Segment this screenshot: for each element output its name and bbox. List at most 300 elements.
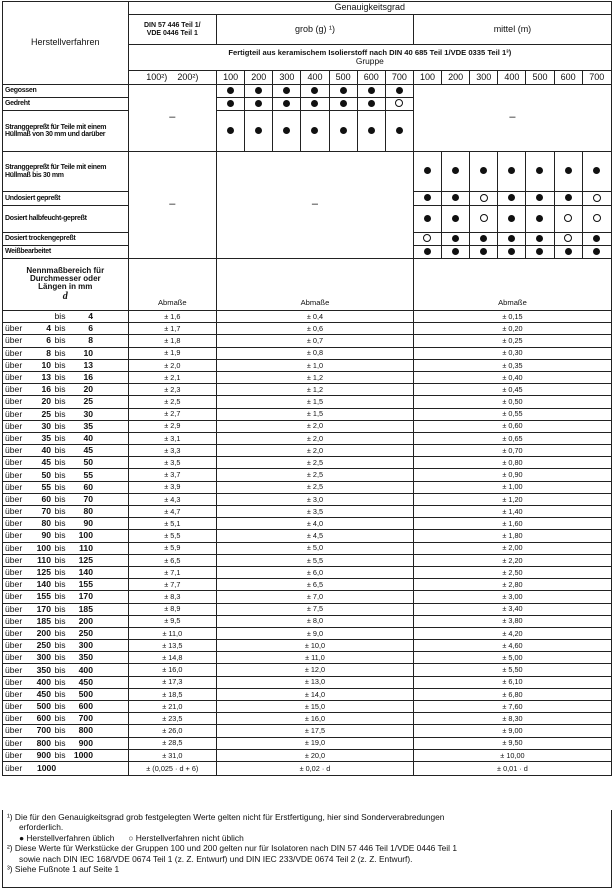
range-label: über 800 bis 900	[3, 737, 129, 749]
mittel-value: ± 5,00	[413, 652, 611, 664]
grob-cell	[245, 85, 273, 98]
table-row	[3, 469, 612, 481]
filled-circle-icon	[508, 235, 515, 242]
din-dash: –	[128, 85, 216, 152]
range-label: über 55 bis 60	[3, 481, 129, 493]
grob-value: ± 8,0	[217, 615, 414, 627]
group-header-grob-700: 700	[385, 71, 413, 85]
din-value: ± 23,5	[128, 713, 216, 725]
range-label: über 500 bis 600	[3, 701, 129, 713]
mittel-value: ± 4,60	[413, 640, 611, 652]
process-label: Gegossen	[3, 85, 129, 98]
group-header-grob-100: 100	[217, 71, 245, 85]
dimension-header-row	[3, 259, 612, 311]
mittel-cell	[442, 152, 470, 192]
filled-circle-icon	[255, 100, 262, 107]
range-label: über 200 bis 250	[3, 627, 129, 639]
range-label: über 4 bis 6	[3, 323, 129, 335]
filled-circle-icon	[508, 167, 515, 174]
grob-cell	[217, 111, 245, 152]
footnote-2-cont: sowie nach DIN IEC 168/VDE 0674 Teil 1 (z. Z. Entwurf) und DIN IEC 233/VDE 0674 Teil 2 (z. Z. Entwurf).	[19, 853, 413, 864]
grob-cell	[273, 85, 301, 98]
din-value: ± 6,5	[128, 554, 216, 566]
din-value: ± 11,0	[128, 627, 216, 639]
grob-cell	[301, 111, 329, 152]
mittel-value: ± 6,80	[413, 688, 611, 700]
table-row	[3, 627, 612, 639]
mittel-value: ± 2,50	[413, 566, 611, 578]
table-row-last	[3, 761, 612, 775]
grob-cell	[329, 85, 357, 98]
din-value: ± 26,0	[128, 725, 216, 737]
grob-cell	[301, 85, 329, 98]
mittel-value: ± 2,20	[413, 554, 611, 566]
table-row	[3, 566, 612, 578]
open-circle-icon	[423, 234, 431, 242]
din-value: ± 1,6	[128, 311, 216, 323]
process-label: Gedreht	[3, 98, 129, 111]
grob-cell	[385, 85, 413, 98]
din-value: ± 2,0	[128, 359, 216, 371]
table-row	[3, 384, 612, 396]
grob-cell	[301, 98, 329, 111]
grob-header: grob (g) ¹)	[217, 15, 414, 45]
table-row	[3, 323, 612, 335]
filled-circle-icon	[536, 215, 543, 222]
open-circle-icon	[480, 194, 488, 202]
footnote-3: ³) Siehe Fußnote 1 auf Seite 1	[7, 864, 120, 875]
mittel-cell	[498, 246, 526, 259]
mittel-value: ± 9,00	[413, 725, 611, 737]
grob-cell	[357, 85, 385, 98]
open-circle-icon	[564, 214, 572, 222]
grob-value: ± 1,0	[217, 359, 414, 371]
range-label: über 140 bis 155	[3, 579, 129, 591]
mittel-value: ± 0,50	[413, 396, 611, 408]
filled-circle-icon	[565, 194, 572, 201]
mittel-value: ± 0,45	[413, 384, 611, 396]
filled-circle-icon	[283, 87, 290, 94]
dimension-header: Nennmaßbereich für Durchmesser oder Längen in mm d	[3, 259, 129, 311]
open-circle-icon	[395, 99, 403, 107]
range-label: über 50 bis 55	[3, 469, 129, 481]
mittel-value: ± 1,20	[413, 493, 611, 505]
mittel-value: ± 2,80	[413, 579, 611, 591]
grob-value: ± 10,0	[217, 640, 414, 652]
mittel-value: ± 1,40	[413, 506, 611, 518]
mittel-cell	[498, 192, 526, 206]
group-header-grob-400: 400	[301, 71, 329, 85]
din-value: ± 2,1	[128, 371, 216, 383]
filled-circle-icon	[227, 127, 234, 134]
grob-value: ± 2,0	[217, 420, 414, 432]
grob-value: ± 1,5	[217, 408, 414, 420]
process-label: Stranggepreßt für Teile mit einem Hüllmaß bis 30 mm	[3, 152, 129, 192]
mittel-value: ± 0,01 · d	[413, 761, 611, 775]
grob-value: ± 5,5	[217, 554, 414, 566]
table-row	[3, 737, 612, 749]
mittel-cell	[554, 152, 582, 192]
range-label: über 70 bis 80	[3, 506, 129, 518]
filled-circle-icon	[255, 87, 262, 94]
mittel-cell	[554, 192, 582, 206]
filled-circle-icon	[368, 127, 375, 134]
range-label: über 60 bis 70	[3, 493, 129, 505]
grob-value: ± 0,02 · d	[217, 761, 414, 775]
mittel-cell	[470, 246, 498, 259]
table-row	[3, 347, 612, 359]
mittel-cell	[582, 246, 611, 259]
process-label: Stranggepreßt für Teile mit einem Hüllmaß von 30 mm und darüber	[3, 111, 129, 152]
filled-circle-icon	[593, 235, 600, 242]
process-label: Dosiert halbfeucht-gepreßt	[3, 206, 129, 233]
filled-circle-icon	[452, 248, 459, 255]
grob-cell	[385, 98, 413, 111]
table-row	[3, 591, 612, 603]
grob-value: ± 6,0	[217, 566, 414, 578]
range-label: über 16 bis 20	[3, 384, 129, 396]
mittel-value: ± 0,60	[413, 420, 611, 432]
filled-circle-icon	[508, 215, 515, 222]
group-header-mittel-700: 700	[582, 71, 611, 85]
filled-circle-icon	[452, 235, 459, 242]
group-header-mittel-300: 300	[470, 71, 498, 85]
grob-cell	[245, 111, 273, 152]
group-header-grob-200: 200	[245, 71, 273, 85]
grob-value: ± 16,0	[217, 713, 414, 725]
range-label: über 110 bis 125	[3, 554, 129, 566]
filled-circle-icon	[255, 127, 262, 134]
table-row	[3, 493, 612, 505]
grob-value: ± 0,4	[217, 311, 414, 323]
grob-value: ± 3,0	[217, 493, 414, 505]
table-row	[3, 554, 612, 566]
filled-circle-icon	[565, 167, 572, 174]
grob-cell	[357, 111, 385, 152]
mittel-cell	[582, 152, 611, 192]
mittel-value: ± 1,60	[413, 518, 611, 530]
mittel-cell	[442, 192, 470, 206]
table-row	[3, 640, 612, 652]
mittel-cell	[442, 246, 470, 259]
table-row	[3, 311, 612, 323]
mittel-cell	[582, 206, 611, 233]
filled-circle-icon	[340, 87, 347, 94]
grob-value: ± 2,5	[217, 457, 414, 469]
abmasse-grob: Abmaße	[217, 259, 414, 311]
din-value: ± 17,3	[128, 676, 216, 688]
open-circle-icon	[593, 214, 601, 222]
range-label: über 170 bis 185	[3, 603, 129, 615]
mittel-value: ± 2,00	[413, 542, 611, 554]
table-row	[3, 530, 612, 542]
grob-cell	[357, 98, 385, 111]
mittel-cell	[498, 152, 526, 192]
group-header-mittel-600: 600	[554, 71, 582, 85]
grob-value: ± 13,0	[217, 676, 414, 688]
mittel-cell	[470, 152, 498, 192]
range-label: über 900 bis 1000	[3, 749, 129, 761]
mittel-cell	[442, 233, 470, 246]
grob-value: ± 6,5	[217, 579, 414, 591]
grob-value: ± 14,0	[217, 688, 414, 700]
mittel-value: ± 9,50	[413, 737, 611, 749]
range-label: über 100 bis 110	[3, 542, 129, 554]
grob-value: ± 2,5	[217, 469, 414, 481]
mittel-cell	[526, 206, 554, 233]
mittel-cell	[526, 233, 554, 246]
mittel-value: ± 0,40	[413, 371, 611, 383]
filled-circle-icon	[565, 248, 572, 255]
grob-value: ± 4,5	[217, 530, 414, 542]
din-value: ± 9,5	[128, 615, 216, 627]
grob-value: ± 7,0	[217, 591, 414, 603]
process-label: Weißbearbeitet	[3, 246, 129, 259]
mittel-cell	[413, 233, 441, 246]
din-dash: –	[128, 152, 216, 259]
mittel-value: ± 7,60	[413, 701, 611, 713]
din-value: ± 8,9	[128, 603, 216, 615]
mittel-value: ± 0,15	[413, 311, 611, 323]
mittel-cell	[442, 206, 470, 233]
table-row	[3, 688, 612, 700]
din-groups: 100²) 200²)	[128, 71, 216, 85]
table-row	[3, 445, 612, 457]
mittel-value: ± 0,90	[413, 469, 611, 481]
table-row	[3, 701, 612, 713]
process-row	[3, 152, 612, 192]
grob-value: ± 0,7	[217, 335, 414, 347]
grob-value: ± 1,2	[217, 371, 414, 383]
din-value: ± 7,7	[128, 579, 216, 591]
din-value: ± 7,1	[128, 566, 216, 578]
grob-cell	[217, 85, 245, 98]
mittel-cell	[526, 152, 554, 192]
table-row	[3, 335, 612, 347]
filled-circle-icon	[452, 167, 459, 174]
grob-value: ± 12,0	[217, 664, 414, 676]
mittel-cell	[413, 206, 441, 233]
grob-value: ± 1,2	[217, 384, 414, 396]
range-label: über 40 bis 45	[3, 445, 129, 457]
grob-value: ± 2,0	[217, 445, 414, 457]
mittel-value: ± 0,70	[413, 445, 611, 457]
mittel-value: ± 0,65	[413, 432, 611, 444]
abmasse-din: Abmaße	[128, 259, 216, 311]
table-row	[3, 579, 612, 591]
mittel-cell	[526, 192, 554, 206]
range-label: über 80 bis 90	[3, 518, 129, 530]
filled-circle-icon	[424, 167, 431, 174]
table-row	[3, 725, 612, 737]
grob-cell	[385, 111, 413, 152]
range-label: über 450 bis 500	[3, 688, 129, 700]
range-label: über 30 bis 35	[3, 420, 129, 432]
grob-value: ± 5,0	[217, 542, 414, 554]
range-label: über 20 bis 25	[3, 396, 129, 408]
mittel-value: ± 8,30	[413, 713, 611, 725]
process-header: Herstellverfahren	[3, 2, 129, 85]
table-row	[3, 408, 612, 420]
filled-circle-icon	[508, 248, 515, 255]
mittel-cell	[498, 233, 526, 246]
mittel-value: ± 4,20	[413, 627, 611, 639]
grob-value: ± 17,5	[217, 725, 414, 737]
range-label: über 90 bis 100	[3, 530, 129, 542]
grob-value: ± 2,0	[217, 432, 414, 444]
filled-circle-icon	[340, 100, 347, 107]
din-value: ± 31,0	[128, 749, 216, 761]
footnote-1-cont: erforderlich.	[19, 822, 64, 833]
din-value: ± 4,3	[128, 493, 216, 505]
grob-value: ± 0,6	[217, 323, 414, 335]
filled-circle-icon	[396, 87, 403, 94]
footnote-1: ¹) Die für den Genauigkeitsgrad grob festgelegten Werte gelten nicht für Erstfertigung, hier sind Sonderverabredungen	[7, 812, 445, 822]
mittel-cell	[526, 246, 554, 259]
range-label: über 700 bis 800	[3, 725, 129, 737]
open-circle-icon	[564, 234, 572, 242]
filled-circle-icon	[452, 215, 459, 222]
mittel-cell	[413, 246, 441, 259]
grob-value: ± 9,0	[217, 627, 414, 639]
grob-value: ± 19,0	[217, 737, 414, 749]
range-label: über 13 bis 16	[3, 371, 129, 383]
din-value: ± 2,3	[128, 384, 216, 396]
grob-dash: –	[217, 152, 414, 259]
din-value: ± 5,5	[128, 530, 216, 542]
grob-value: ± 11,0	[217, 652, 414, 664]
open-circle-icon	[480, 214, 488, 222]
mittel-value: ± 0,25	[413, 335, 611, 347]
mittel-value: ± 0,35	[413, 359, 611, 371]
filled-circle-icon	[311, 100, 318, 107]
mittel-cell	[582, 233, 611, 246]
filled-circle-icon	[593, 248, 600, 255]
mittel-value: ± 3,00	[413, 591, 611, 603]
range-label: über 45 bis 50	[3, 457, 129, 469]
mittel-cell	[582, 192, 611, 206]
grob-value: ± 4,0	[217, 518, 414, 530]
din-value: ± 8,3	[128, 591, 216, 603]
din-value: ± 2,5	[128, 396, 216, 408]
table-row	[3, 371, 612, 383]
table-row	[3, 615, 612, 627]
filled-circle-icon	[311, 127, 318, 134]
grob-value: ± 1,5	[217, 396, 414, 408]
filled-circle-icon	[508, 194, 515, 201]
range-label: über 1000	[3, 761, 129, 775]
din-value: ± 3,1	[128, 432, 216, 444]
range-label: über 300 bis 350	[3, 652, 129, 664]
grob-cell	[273, 111, 301, 152]
mittel-value: ± 0,80	[413, 457, 611, 469]
filled-circle-icon	[480, 167, 487, 174]
legend: ● Herstellverfahren üblich ○ Herstellverfahren nicht üblich	[19, 832, 244, 843]
filled-circle-icon	[480, 235, 487, 242]
din-value: ± 3,3	[128, 445, 216, 457]
filled-circle-icon	[424, 194, 431, 201]
process-row	[3, 85, 612, 98]
table-row	[3, 518, 612, 530]
din-value: ± 28,5	[128, 737, 216, 749]
mittel-header: mittel (m)	[413, 15, 611, 45]
filled-circle-icon	[340, 127, 347, 134]
din-value: ± 5,1	[128, 518, 216, 530]
mittel-value: ± 10,00	[413, 749, 611, 761]
mittel-value: ± 0,30	[413, 347, 611, 359]
mittel-cell	[470, 206, 498, 233]
filled-circle-icon	[536, 194, 543, 201]
filled-circle-icon	[283, 100, 290, 107]
din-value: ± (0,025 · d + 6)	[128, 761, 216, 775]
range-label: über 600 bis 700	[3, 713, 129, 725]
mittel-value: ± 3,80	[413, 615, 611, 627]
table-row	[3, 396, 612, 408]
mittel-cell	[498, 206, 526, 233]
din-value: ± 14,8	[128, 652, 216, 664]
table-row	[3, 432, 612, 444]
fertigteil-header: Fertigteil aus keramischem Isolierstoff nach DIN 40 685 Teil 1/VDE 0335 Teil 1³) Gruppe	[128, 45, 611, 71]
table-row	[3, 652, 612, 664]
table-row	[3, 420, 612, 432]
range-label: über 400 bis 450	[3, 676, 129, 688]
range-label: über 155 bis 170	[3, 591, 129, 603]
range-label: über 35 bis 40	[3, 432, 129, 444]
din-header: DIN 57 446 Teil 1/ VDE 0446 Teil 1	[128, 15, 216, 45]
grob-value: ± 0,8	[217, 347, 414, 359]
mittel-value: ± 5,50	[413, 664, 611, 676]
din-value: ± 2,9	[128, 420, 216, 432]
filled-circle-icon	[368, 100, 375, 107]
group-header-mittel-200: 200	[442, 71, 470, 85]
din-value: ± 4,7	[128, 506, 216, 518]
grob-value: ± 3,5	[217, 506, 414, 518]
range-label: über 6 bis 8	[3, 335, 129, 347]
group-header-mittel-100: 100	[413, 71, 441, 85]
din-value: ± 3,7	[128, 469, 216, 481]
table-row	[3, 713, 612, 725]
group-header-grob-300: 300	[273, 71, 301, 85]
range-label: über 8 bis 10	[3, 347, 129, 359]
din-value: ± 1,7	[128, 323, 216, 335]
grob-value: ± 7,5	[217, 603, 414, 615]
tolerance-table	[2, 1, 612, 776]
din-value: ± 16,0	[128, 664, 216, 676]
grob-cell	[245, 98, 273, 111]
group-header-mittel-400: 400	[498, 71, 526, 85]
range-label: bis 4	[3, 311, 129, 323]
table-row	[3, 676, 612, 688]
filled-circle-icon	[424, 248, 431, 255]
filled-circle-icon	[227, 100, 234, 107]
filled-circle-icon	[536, 167, 543, 174]
table-row	[3, 506, 612, 518]
accuracy-grade-header: Genauigkeitsgrad	[128, 2, 611, 15]
din-value: ± 21,0	[128, 701, 216, 713]
grob-value: ± 2,5	[217, 481, 414, 493]
din-value: ± 1,8	[128, 335, 216, 347]
filled-circle-icon	[593, 167, 600, 174]
grob-value: ± 15,0	[217, 701, 414, 713]
mittel-value: ± 3,40	[413, 603, 611, 615]
range-label: über 10 bis 13	[3, 359, 129, 371]
grob-value: ± 20,0	[217, 749, 414, 761]
process-label: Undosiert gepreßt	[3, 192, 129, 206]
filled-circle-icon	[311, 87, 318, 94]
table-row	[3, 481, 612, 493]
filled-circle-icon	[480, 248, 487, 255]
din-value: ± 3,9	[128, 481, 216, 493]
